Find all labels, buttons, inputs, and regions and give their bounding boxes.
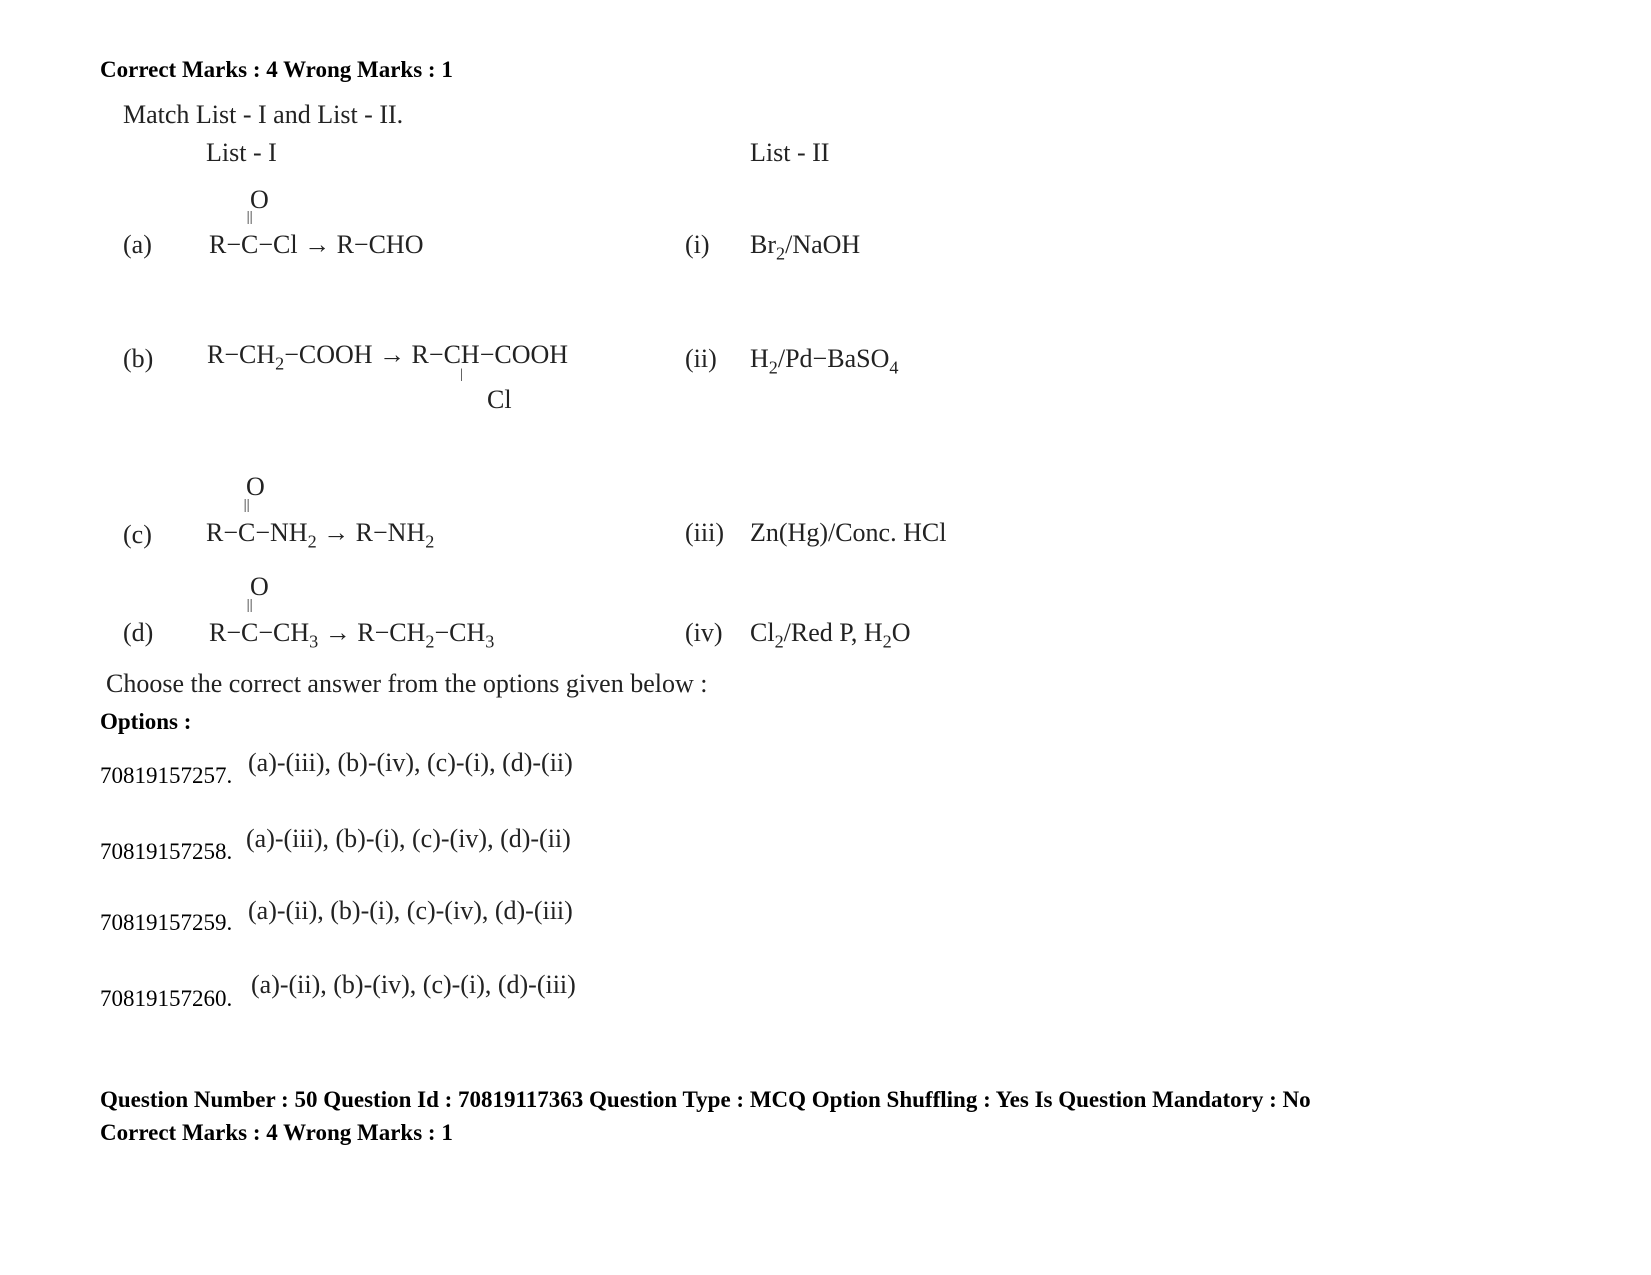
chloro-substituent-b: Cl [487, 385, 512, 414]
carbonyl-oxygen-c: O [246, 472, 265, 501]
option-id: 70819157257. [100, 763, 233, 788]
next-question-info: Question Number : 50 Question Id : 70819117363 Question Type : MCQ Option Shuffling : Yes Is Question Mandatory : No [100, 1087, 1311, 1112]
option-id: 70819157259. [100, 910, 233, 935]
reagent-label-iv: (iv) [685, 618, 723, 647]
options-heading: Options : [100, 709, 192, 734]
reagent-label-iii: (iii) [685, 518, 724, 547]
reaction-b: $R-CH_2-COOH \to R-CH$ | −COOH [207, 340, 569, 382]
option-text[interactable]: (a)-(iii), (b)-(iv), (c)-(i), (d)-(ii) [248, 748, 573, 777]
row-label-c: (c) [123, 520, 152, 549]
row-label-a: (a) [123, 230, 152, 259]
next-question-marks: Correct Marks : 4 Wrong Marks : 1 [100, 1120, 453, 1145]
reagent-label-ii: (ii) [685, 344, 717, 373]
marks-line: Correct Marks : 4 Wrong Marks : 1 [100, 57, 453, 82]
row-label-d: (d) [123, 618, 154, 647]
reaction-d: R−C || $-CH_3 \to R-CH_2-CH_3$ [209, 597, 495, 652]
reagent-ii: $H_2/Pd-BaSO_4$ [750, 344, 899, 378]
carbonyl-oxygen-d: O [250, 572, 269, 601]
list-2-header: List - II [750, 138, 830, 167]
reagent-label-i: (i) [685, 230, 710, 259]
carbonyl-oxygen-a: O [250, 185, 269, 214]
option-text[interactable]: (a)-(ii), (b)-(i), (c)-(iv), (d)-(iii) [248, 896, 573, 925]
row-label-b: (b) [123, 344, 154, 373]
option-id: 70819157260. [100, 986, 233, 1011]
option-text[interactable]: (a)-(ii), (b)-(iv), (c)-(i), (d)-(iii) [251, 970, 576, 999]
question-intro: Match List - I and List - II. [123, 100, 404, 129]
option-text[interactable]: (a)-(iii), (b)-(i), (c)-(iv), (d)-(ii) [246, 824, 571, 853]
option-id: 70819157258. [100, 839, 233, 864]
reagent-i: $Br_2$/NaOH [750, 230, 861, 264]
reagent-iv: $Cl_2$/Red P, $H_2O$ [750, 618, 911, 652]
list-1-header: List - I [206, 138, 277, 167]
reaction-a: R−C || −Cl → R−CHO [209, 209, 424, 259]
reagent-iii: Zn(Hg)/Conc. HCl [750, 518, 947, 547]
reaction-c: R−C || $-NH_2 \to R-NH_2$ [206, 497, 435, 552]
instruction-text: Choose the correct answer from the options given below : [106, 669, 708, 698]
